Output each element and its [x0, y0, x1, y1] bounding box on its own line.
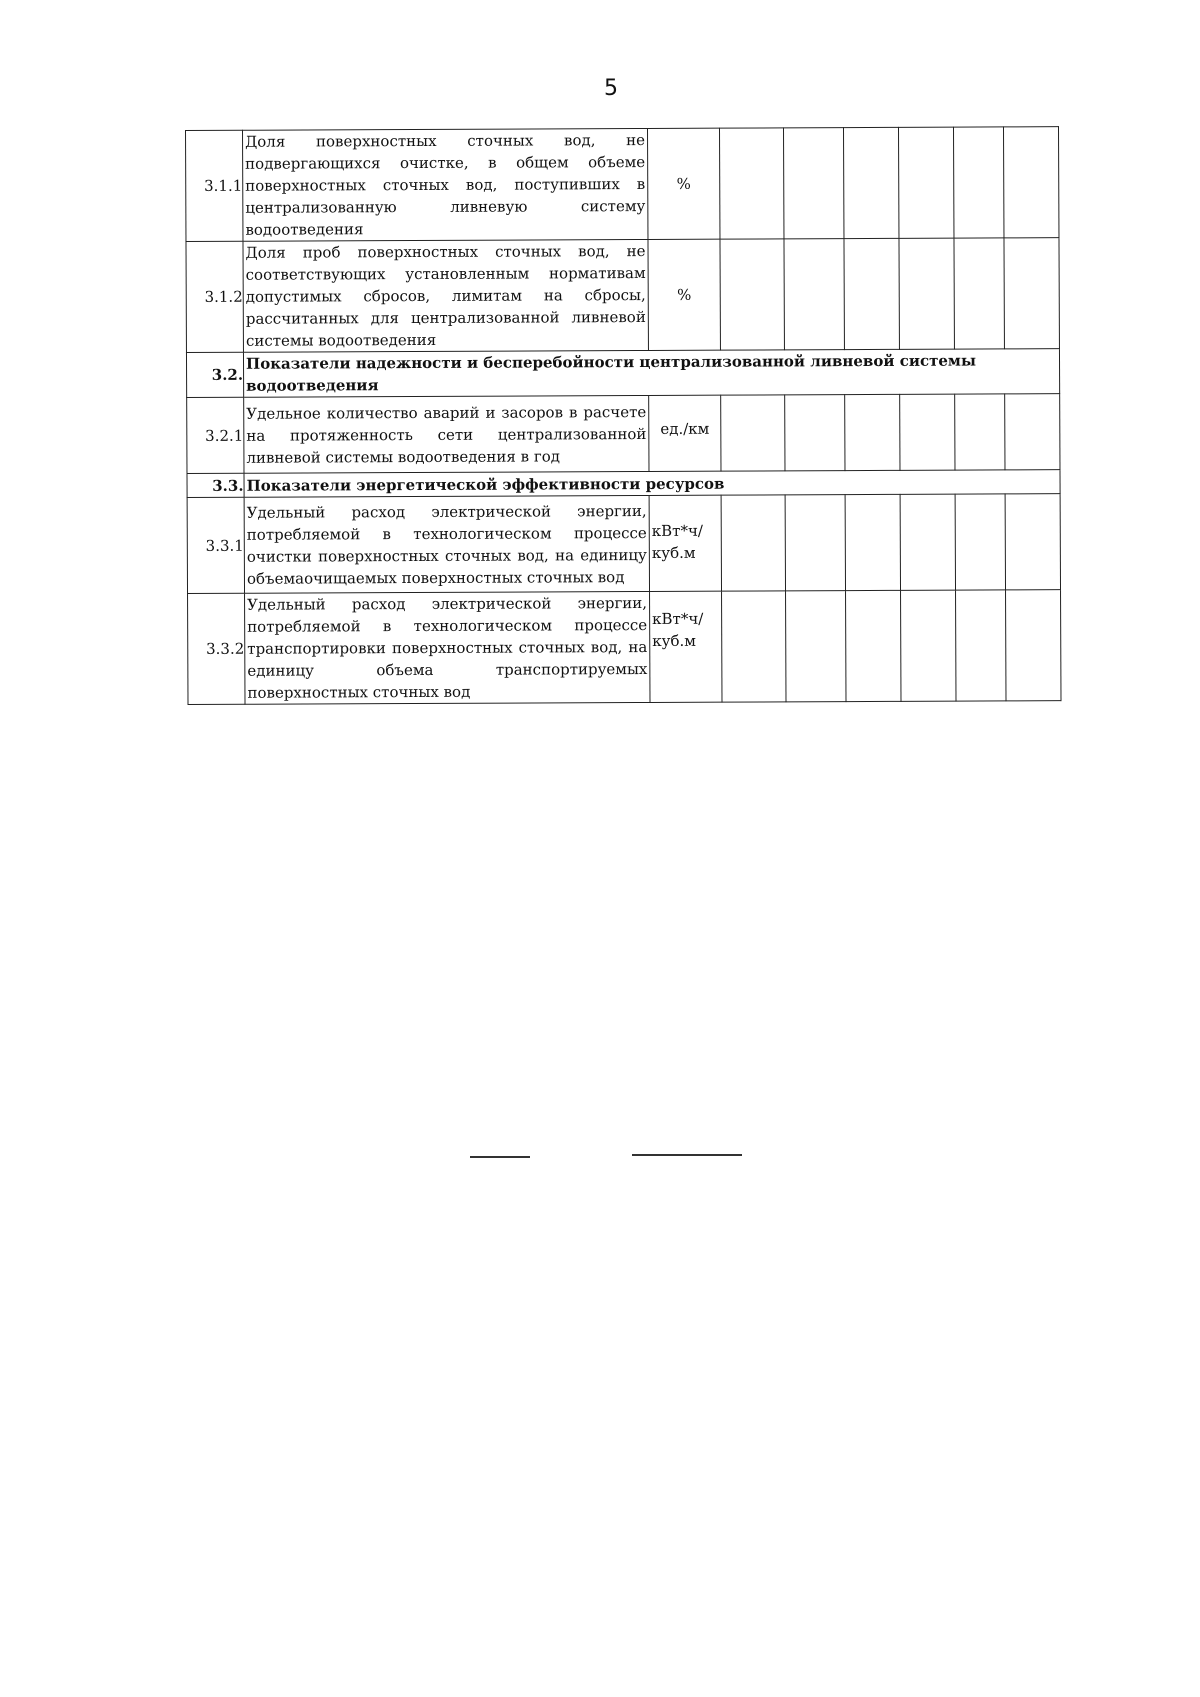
section-number: 3.2. — [186, 352, 243, 397]
value-cell — [720, 239, 784, 350]
table-row — [186, 238, 1059, 353]
page-number: 5 — [604, 76, 618, 101]
indicator-name: Удельный расход электрической энергии, потребляемой в технологическом процессе очистки поверхностных сточных вод, на единицу объемаочищаемых поверхностных сточных вод — [244, 495, 649, 593]
value-cell — [955, 394, 1005, 470]
value-cell — [1003, 127, 1058, 238]
row-number: 3.3.1 — [187, 497, 244, 593]
value-cell — [845, 494, 900, 590]
unit: кВт*ч/ куб.м — [649, 495, 721, 591]
section-title: Показатели надежности и бесперебойности централизованной ливневой системы водоотведения — [243, 349, 1059, 398]
indicator-name: Удельный расход электрической энергии, потребляемой в технологическом процессе транспортировки поверхностных сточных вод, на единицу объема транспортируемых поверхностных сточных вод — [245, 591, 650, 704]
value-cell — [719, 128, 783, 239]
row-number: 3.1.2 — [186, 241, 243, 352]
section-title: Показатели энергетической эффективности ресурсов — [244, 470, 1060, 498]
value-cell — [954, 238, 1004, 349]
indicator-name: Доля поверхностных сточных вод, не подвергающихся очистке, в общем объеме поверхностных сточных вод, поступивших в централизованную ливневую систему водоотведения — [243, 128, 648, 241]
value-cell — [1006, 590, 1061, 701]
value-cell — [721, 395, 785, 471]
value-cell — [722, 591, 786, 702]
section-row — [186, 349, 1059, 398]
table-row — [187, 494, 1060, 594]
scan-mark — [632, 1154, 742, 1156]
value-cell — [1005, 394, 1060, 470]
value-cell — [843, 127, 898, 238]
value-cell — [1005, 494, 1060, 590]
indicator-name: Удельное количество аварий и засоров в расчете на протяженность сети централизованной ливневой системы водоотведения в год — [244, 395, 649, 473]
value-cell — [900, 494, 955, 590]
unit: % — [647, 128, 719, 239]
unit: ед./км — [649, 395, 721, 471]
indicators-table — [185, 126, 1062, 705]
value-cell — [785, 395, 845, 471]
unit: % — [648, 239, 720, 350]
value-cell — [898, 127, 953, 238]
value-cell — [784, 239, 844, 350]
value-cell — [955, 494, 1005, 590]
value-cell — [953, 127, 1003, 238]
value-cell — [844, 238, 899, 349]
unit: кВт*ч/ куб.м — [650, 591, 722, 702]
table-row — [188, 590, 1061, 705]
indicator-name: Доля проб поверхностных сточных вод, не соответствующих установленным нормативам допустимых сбросов, лимитам на сбросы, рассчитанных для централизованной ливневой системы водоотведения — [243, 239, 648, 352]
section-number: 3.3. — [187, 473, 244, 497]
table-row — [186, 127, 1059, 242]
value-cell — [901, 590, 956, 701]
row-number: 3.3.2 — [188, 593, 245, 704]
row-number: 3.2.1 — [187, 397, 244, 473]
table-row — [187, 394, 1060, 474]
value-cell — [721, 495, 785, 591]
row-number: 3.1.1 — [186, 130, 243, 241]
scan-mark — [470, 1156, 530, 1158]
value-cell — [900, 394, 955, 470]
value-cell — [1004, 238, 1059, 349]
value-cell — [786, 591, 846, 702]
value-cell — [785, 495, 845, 591]
value-cell — [899, 238, 954, 349]
value-cell — [783, 128, 843, 239]
value-cell — [956, 590, 1006, 701]
value-cell — [845, 394, 900, 470]
value-cell — [846, 590, 901, 701]
